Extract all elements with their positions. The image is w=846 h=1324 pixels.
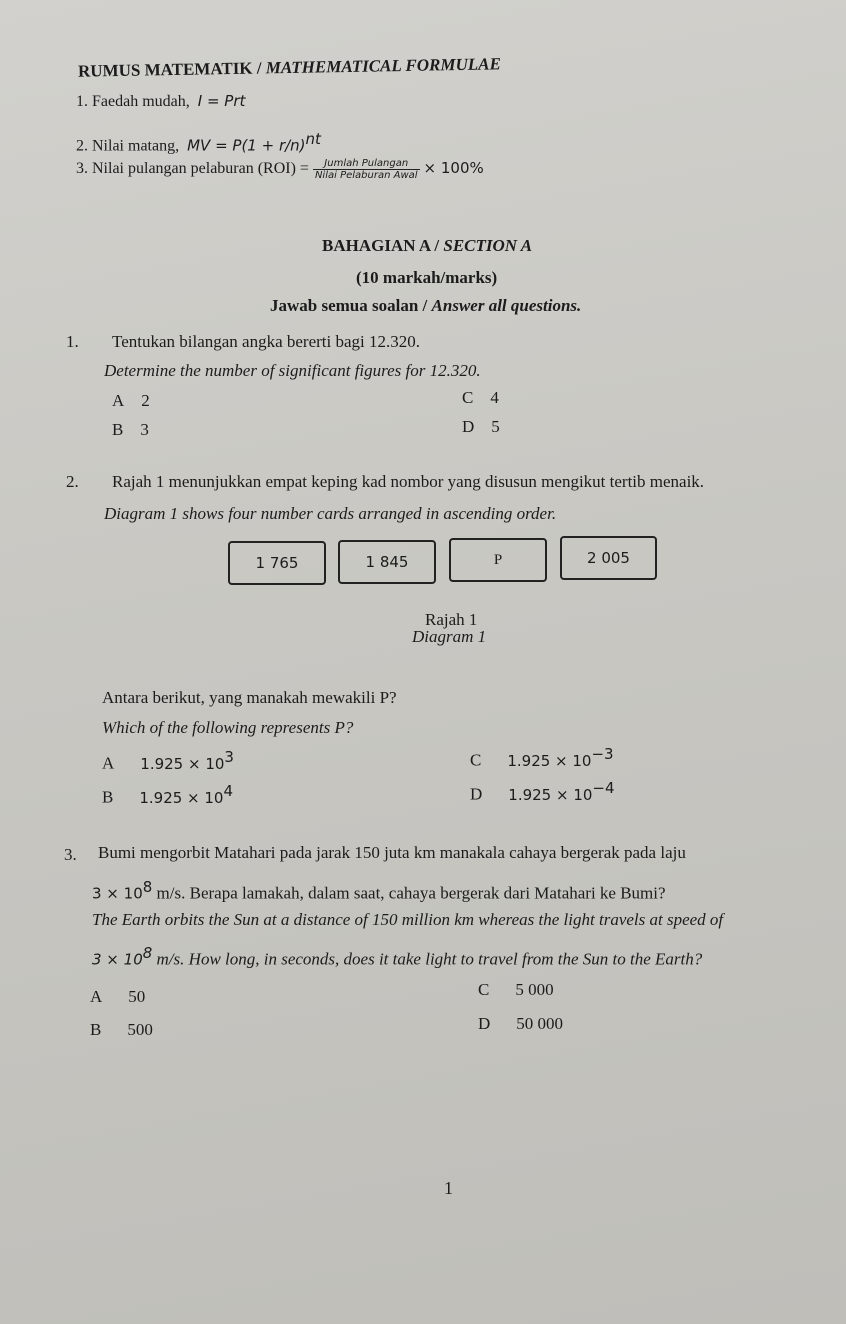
q2-number: 2.: [66, 472, 79, 491]
formula-exponent: nt: [305, 130, 321, 148]
option-letter: B: [112, 420, 124, 439]
q3-option-d[interactable]: [478, 1014, 563, 1034]
heading-en: MATHEMATICAL FORMULAE: [265, 54, 501, 78]
option-value: 1.925 × 10: [508, 785, 593, 804]
option-value: 5: [491, 417, 500, 436]
q1-text-en: Determine the number of significant figures for 12.320.: [104, 361, 481, 380]
option-letter: B: [102, 787, 114, 807]
q2-text-ms: Rajah 1 menunjukkan empat keping kad nombor yang disusun mengikut tertib menaik.: [112, 472, 705, 491]
q3-option-c[interactable]: [478, 980, 554, 1000]
q3-text-ms-line2: [92, 878, 666, 904]
option-letter: A: [112, 391, 125, 410]
option-letter: C: [462, 388, 474, 407]
option-exponent: 4: [223, 782, 234, 800]
section-title-ms: BAHAGIAN A /: [322, 236, 444, 255]
formula-tail: × 100%: [423, 159, 484, 178]
page-number: 1: [444, 1178, 453, 1198]
section-title: [322, 236, 532, 256]
fraction-denominator: Nilai Pelaburan Awal: [314, 170, 418, 181]
formulae-heading: [78, 54, 501, 81]
q3-text-en-line2: [92, 944, 702, 970]
speed-base: 3 × 10: [92, 950, 143, 969]
option-value: 50: [128, 987, 146, 1006]
diagram-caption-en: Diagram 1: [412, 627, 487, 646]
option-value: 1.925 × 10: [139, 788, 224, 807]
speed-text: m/s. Berapa lamakah, dalam saat, cahaya bergerak dari Matahari ke Bumi?: [152, 883, 666, 903]
option-letter: A: [90, 987, 103, 1006]
fraction-numerator: Jumlah Pulangan: [313, 158, 420, 170]
option-value: 2: [141, 391, 150, 410]
q3-text-ms-line1: Bumi mengorbit Matahari pada jarak 150 juta km manakala cahaya bergerak pada laju: [98, 843, 686, 862]
formula-1: [76, 92, 245, 111]
instruction-ms: Jawab semua soalan /: [270, 296, 432, 315]
option-letter: C: [478, 980, 490, 999]
number-card: 2 005: [560, 536, 657, 580]
number-card: 1 845: [338, 540, 436, 584]
q3-text-en-line1: The Earth orbits the Sun at a distance of 150 million km whereas the light travels at speed of: [92, 910, 724, 929]
q1-option-a[interactable]: [112, 391, 150, 411]
formula-fraction: [313, 158, 420, 181]
q2-option-c[interactable]: [470, 745, 614, 771]
q1-option-d[interactable]: [462, 417, 500, 437]
option-letter: D: [462, 417, 475, 436]
option-letter: A: [102, 753, 115, 773]
option-value: 4: [490, 388, 499, 407]
formula-label: 2. Nilai matang,: [76, 137, 180, 155]
q2-option-b[interactable]: [102, 782, 233, 808]
section-title-en: SECTION A: [443, 236, 533, 255]
formula-label: 1. Faedah mudah,: [76, 93, 190, 110]
formula-label: 3. Nilai pulangan pelaburan (ROI) =: [76, 160, 309, 178]
formula-3: [76, 158, 484, 181]
number-card-p: P: [449, 538, 547, 582]
option-exponent: 3: [224, 748, 234, 766]
q1-number: 1.: [66, 332, 79, 351]
formula-expression: I = Prt: [197, 92, 246, 110]
option-value: 1.925 × 10: [140, 754, 225, 773]
diagram-caption-ms: Rajah 1: [425, 610, 478, 629]
formula-expression: MV = P(1 + r/n): [187, 136, 306, 155]
q3-option-b[interactable]: [90, 1020, 153, 1040]
q3-option-a[interactable]: [90, 987, 145, 1007]
number-card: 1 765: [228, 541, 326, 585]
section-instruction: [270, 296, 581, 316]
q2-question-ms: Antara berikut, yang manakah mewakili P?: [102, 688, 397, 707]
speed-exponent: 8: [142, 878, 153, 896]
option-letter: D: [470, 784, 483, 804]
q2-option-a[interactable]: [102, 748, 234, 774]
option-value: 5 000: [515, 980, 554, 999]
option-letter: B: [90, 1020, 102, 1039]
speed-text: m/s. How long, in seconds, does it take light to travel from the Sun to the Earth?: [152, 949, 703, 969]
option-letter: C: [470, 750, 482, 770]
q2-text-en: Diagram 1 shows four number cards arranged in ascending order.: [104, 504, 557, 523]
option-exponent: −3: [591, 745, 614, 763]
option-value: 1.925 × 10: [507, 751, 592, 770]
option-value: 500: [127, 1020, 153, 1039]
q3-number: 3.: [64, 845, 77, 864]
q2-question-en: Which of the following represents P?: [102, 718, 354, 737]
speed-base: 3 × 10: [92, 884, 143, 903]
section-marks: (10 markah/marks): [356, 268, 498, 287]
option-letter: D: [478, 1014, 491, 1033]
q1-option-b[interactable]: [112, 420, 149, 440]
speed-exponent: 8: [142, 944, 153, 962]
formula-2: [76, 130, 321, 155]
heading-ms: RUMUS MATEMATIK /: [77, 58, 266, 81]
option-value: 50 000: [516, 1014, 564, 1033]
q1-option-c[interactable]: [462, 388, 499, 408]
option-exponent: −4: [592, 779, 615, 797]
q2-option-d[interactable]: [470, 779, 615, 805]
option-value: 3: [140, 420, 149, 439]
q1-text-ms: Tentukan bilangan angka bererti bagi 12.320.: [112, 332, 421, 351]
instruction-en: Answer all questions.: [431, 296, 582, 315]
